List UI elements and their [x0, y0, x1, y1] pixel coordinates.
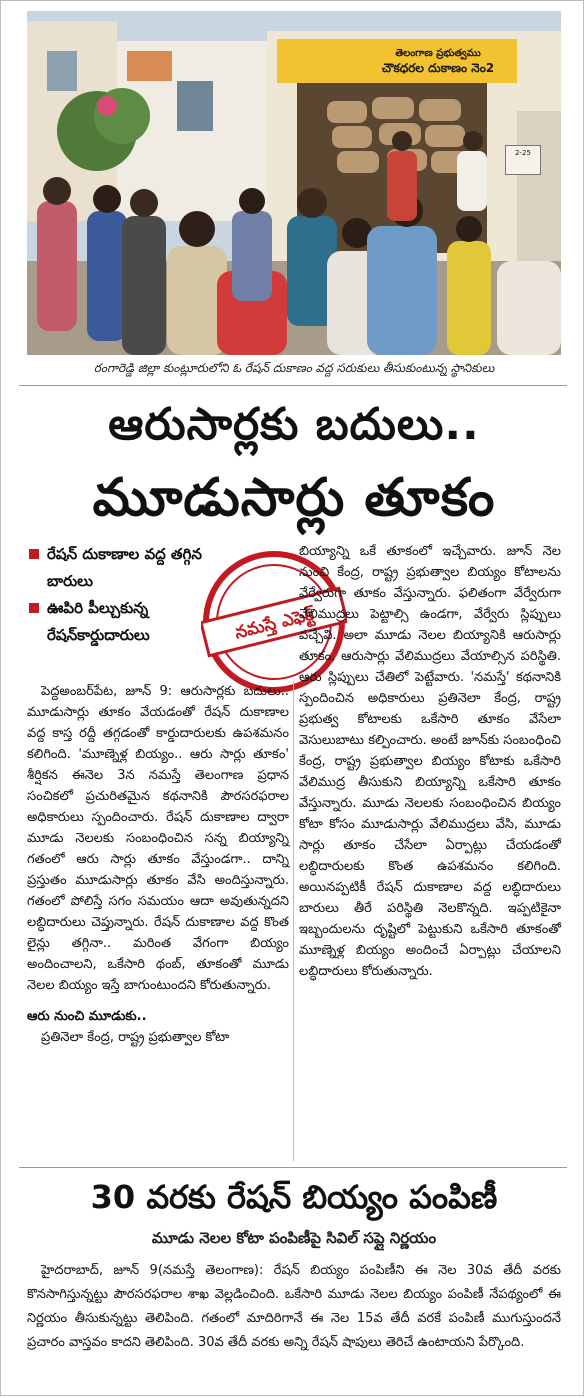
story2-body	[27, 1259, 561, 1355]
shop-sign-line1: తెలంగాణ ప్రభుత్వము	[395, 48, 481, 59]
column-divider	[293, 681, 294, 1161]
bullet-icon	[29, 549, 39, 559]
story-left-column	[27, 681, 289, 1048]
photo-caption: రంగారెడ్డి జిల్లా కుంట్లూరులోని ఓ రేషన్‌ దుకాణం వద్ద సరుకులు తీసుకుంటున్న స్థానికులు	[93, 361, 495, 375]
stamp-text: నమస్తే ఎఫెక్ట్‌	[232, 604, 317, 644]
story2-paragraph: హైదరాబాద్‌, జూన్‌ 9(నమస్తే తెలంగాణ): రేషన్‌ బియ్యం పంపిణీని ఈ నెల 30వ తేదీ వరకు కొనసాగిస్తున్నట్టు పౌరసరఫరాల శాఖ వెల్లడించింది. ఒకేసారి మూడు నెలల బియ్యం పంపిణీ నేపథ్యంలో ఈ నిర్ణయం తీసుకున్నట్టు తెలిపింది. గతంలో మాదిరిగానే ఈ నెల 15వ తేదీ వరకే పంపిణీ ముగుస్తుందనే ప్రచారం వాస్తవం కాదని తెలిపింది. 30వ తేదీ వరకు అన్ని రేషన్‌ షాపులు తెరిచే ఉంటాయని పేర్కొంది.	[27, 1263, 561, 1350]
story2-headline: 30 వరకు రేషన్‌ బియ్యం పంపిణీ	[90, 1178, 498, 1216]
headline-line1: ఆరుసార్లకు బదులు..	[108, 399, 480, 450]
shop-sign-line2: చౌకధరల దుకాణం నెం2	[381, 61, 495, 75]
bullet-icon	[29, 603, 39, 613]
shop-board	[505, 145, 541, 175]
story-right-column	[299, 541, 561, 982]
story-paragraph: బియ్యాన్ని ఒకే తూకంలో ఇచ్చేవారు. జూన్‌ నెల నుంచి కేంద్ర, రాష్ట్ర ప్రభుత్వాల బియ్యం కోటాలను వేర్వేరుగా తూకం వేస్తున్నారు. ఫలితంగా వేర్వేరుగా వేలిముద్రలు పెట్టాల్సి ఉండగా, వేర్వేరు స్లిప్పులు వచ్చేవి. అలా మూడు నెలల బియ్యానికి ఆరుసార్లు తూకం, ఆరుసార్లు వేలిముద్రలు వేయాల్సిన పరిస్థితి. ఆరు స్లిప్పులు చేతిలో పెట్టేవారు. 'నమస్తే' కథనానికి స్పందించిన అధికారులు ప్రతినెలా కేంద్ర, రాష్ట్ర ప్రభుత్వ కోటాలకు ఒకేసారి తూకం వేసేలా వెసులుబాటు కల్పించారు. అంటే జూన్‌కు సంబంధించి కేంద్ర, రాష్ట్ర ప్రభుత్వాల బియ్యం కోటాకు ఒకేసారి వేలిముద్ర తీసుకుని బియ్యాన్ని ఒకేసారి తూకం వేస్తున్నారు. మూడు నెలలకు సంబంధించిన బియ్యం కోటా కోసం మూడుసార్లు వేలిముద్రలు వేసి, మూడు సార్లు తూకం చేసేలా ఏర్పాట్లు చేయడంతో లబ్ధిదారులకు కొంత ఉపశమనం కలిగింది. అయినప్పటికీ రేషన్‌ దుకాణాల వద్ద లబ్ధిదారులు బారులు తీరే పరిస్థితి నెలకొన్నది. ఇప్పటికైనా ఇబ్బందులను దృష్టిలో పెట్టుకుని ఒకేసారి తూకంతో మూణ్నెళ్ల బియ్యం అందించే ఏర్పాట్లు చేయాలని లబ్ధిదారులు కోరుతున్నారు.	[299, 544, 561, 979]
highlight-item	[27, 541, 213, 595]
highlight-text: ఊపిరి పీల్చుకున్న రేషన్‌కార్డుదారులు	[47, 599, 150, 644]
story2-subheadline: మూడు నెలల కోటా పంపిణీపై సివిల్‌ సప్లై నిర్ణయం	[151, 1229, 437, 1247]
story-paragraph: పెద్దఅంబర్‌పేట, జూన్‌ 9: ఆరుసార్లకు బదులు.. మూడుసార్లు తూకం వేయడంతో రేషన్‌ దుకాణాల వద్ద కాస్త రద్దీ తగ్గడంతో కార్డుదారులకు ఉపశమనం కలిగింది. 'మూణ్నెళ్ల బియ్యం.. ఆరు సార్లు తూకం' శీర్షికన ఈనెల 3న నమస్తే తెలంగాణ ప్రధాన సంచికలో ప్రచురితమైన కథనానికి పౌరసరఫరాల అధికారులు స్పందించారు. రేషన్‌ దుకాణాల ద్వారా మూడు నెలలకు సంబంధించిన సన్న బియ్యాన్ని గతంలో ఆరు సార్లు తూకం వేస్తుండగా.. దాన్ని ప్రస్తుతం మూడుసార్లు తూకం వేసి అందిస్తున్నారు. గతంలో పోలిస్తే సగం సమయం ఆదా అవుతున్నదని లబ్ధిదారులు చెప్తున్నారు. రేషన్‌ దుకాణాల వద్ద కొంత లైన్లు తగ్గినా.. మరింత వేగంగా బియ్యం అందించాలని, ఒకేసారి థంబ్‌, తూకంతో మూడు నెలల బియ్యం ఇస్తే బాగుంటుందని కోరుతున్నారు.	[27, 684, 289, 993]
story-subhead: ఆరు నుంచి మూడుకు..	[27, 1009, 147, 1024]
highlights-box	[27, 541, 213, 663]
caption-rule	[19, 385, 567, 386]
news-photo	[27, 11, 561, 355]
highlight-item	[27, 595, 213, 649]
story-separator	[19, 1167, 567, 1168]
shop-sign	[327, 47, 549, 75]
highlight-text: రేషన్‌ దుకాణాల వద్ద తగ్గిన బారులు	[47, 545, 202, 590]
shop-board-text: 2-25	[515, 149, 531, 157]
headline-line2: మూడుసార్లు తూకం	[92, 468, 496, 528]
story-paragraph: ప్రతినెలా కేంద్ర, రాష్ట్ర ప్రభుత్వాల కోటా	[41, 1030, 230, 1045]
